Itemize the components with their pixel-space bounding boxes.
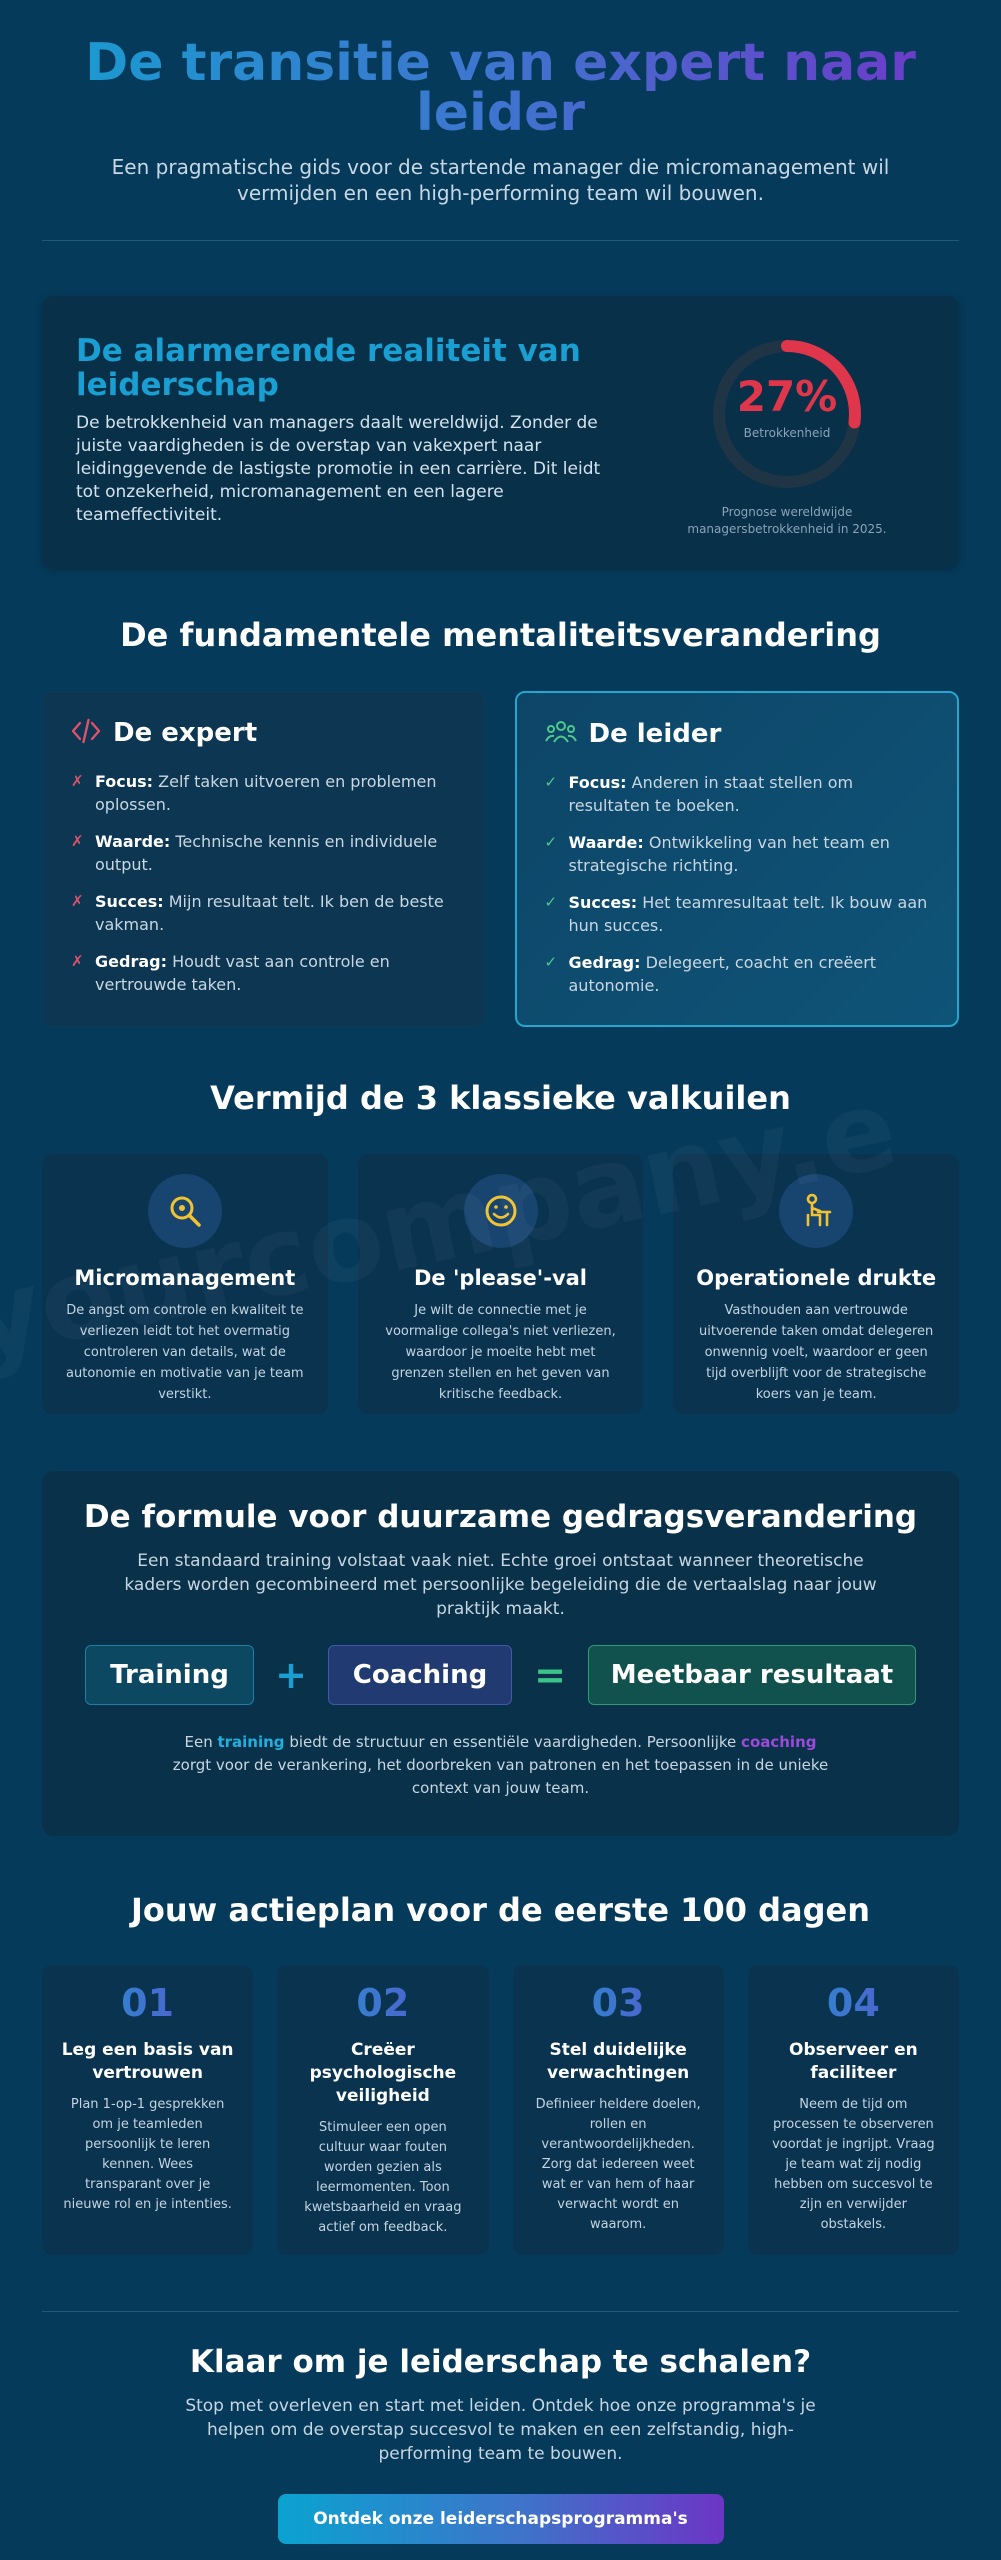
step-text: Plan 1-op-1 gesprekken om je teamleden persoonlijk te leren kennen. Wees transparant over je nieuwe rol en je intenties.: [63, 2097, 232, 2212]
step-title: Observeer en faciliteer: [789, 2040, 918, 2083]
list-item: ✓ Waarde: Ontwikkeling van het team en strategische richting.: [544, 833, 890, 875]
cross-icon: ✗: [71, 772, 84, 790]
check-icon: ✓: [544, 833, 558, 851]
highlight-coaching: coaching: [741, 1733, 817, 1751]
mindset-title: De fundamentele mentaliteitsverandering: [120, 616, 881, 654]
plus-sign: +: [275, 1653, 307, 1697]
reality-text: De betrokkenheid van managers daalt wereldwijd. Zonder de juiste vaardigheden is de overstap van vakexpert naar leidinggevende de lastigste promotie in een carrière. Dit leidt tot onzekerheid, micromanagement en een lagere teameffectiviteit.: [76, 413, 601, 525]
pitfall-title: Operationele drukte: [696, 1266, 937, 1290]
page-header: [0, 0, 1001, 206]
step-number: 04: [748, 1981, 959, 2025]
formula-subtitle: Een standaard training volstaat vaak niet. Echte groei ontstaat wanneer theoretische kaders worden gecombineerd met persoonlijke begeleiding die de vertaalslag naar jouw praktijk maakt.: [124, 1551, 877, 1619]
step-text: Neem de tijd om processen te observeren voordat je ingrijpt. Vraag je team wat zij nodig hebben om succesvol te zijn en verwijder obstakels.: [772, 2097, 935, 2232]
plan-step-card: [42, 1965, 253, 2255]
pitfall-card: [358, 1154, 644, 1414]
expert-list: [71, 770, 456, 996]
pitfall-card: [42, 1154, 328, 1414]
pitfalls-title: Vermijd de 3 klassieke valkuilen: [210, 1079, 791, 1117]
list-item: ✗ Gedrag: Houdt vast aan controle en vertrouwde taken.: [71, 952, 390, 994]
formula-title: De formule voor duurzame gedragsverandering: [83, 1499, 918, 1535]
pitfall-text: Je wilt de connectie met je voormalige collega's niet verliezen, waardoor je moeite hebt met grenzen stellen en het geven van kritische feedback.: [385, 1303, 616, 1402]
step-text: Definieer heldere doelen, rollen en verantwoordelijkheden. Zorg dat iedereen weet wat er van hem of haar verwacht wordt en waarom.: [535, 2097, 701, 2232]
cross-icon: ✗: [71, 892, 84, 910]
leader-list: [545, 771, 930, 997]
reality-card: [42, 296, 959, 568]
gauge-label: Betrokkenheid: [743, 426, 831, 440]
cta-button[interactable]: Ontdek onze leiderschapsprogramma's: [278, 2494, 724, 2544]
cta-title: Klaar om je leiderschap te schalen?: [189, 2344, 812, 2380]
step-title: Stel duidelijke verwachtingen: [547, 2040, 690, 2083]
expert-card: [42, 691, 485, 1027]
pitfall-title: Micromanagement: [74, 1266, 296, 1290]
plan-step-card: [277, 1965, 488, 2255]
gauge-caption: Prognose wereldwijde managersbetrokkenheid in 2025.: [687, 505, 887, 536]
plan-step-card: [513, 1965, 724, 2255]
step-title: Creëer psychologische veiligheid: [309, 2040, 457, 2106]
highlight-training: training: [217, 1733, 285, 1751]
page-title: De transitie van expert naar leider: [71, 38, 931, 138]
check-icon: ✓: [544, 893, 558, 911]
check-icon: ✓: [544, 773, 558, 791]
plan-step-card: [748, 1965, 959, 2255]
cross-icon: ✗: [71, 952, 84, 970]
plan-title: Jouw actieplan voor de eerste 100 dagen: [131, 1891, 870, 1929]
list-item: ✗ Waarde: Technische kennis en individuele output.: [71, 832, 438, 874]
gauge-value: 27%: [736, 372, 838, 421]
step-title: Leg een basis van vertrouwen: [61, 2040, 234, 2083]
coaching-box: Coaching: [328, 1645, 512, 1705]
plan-steps: [42, 1965, 959, 2255]
cta-text: Stop met overleven en start met leiden. Ontdek hoe onze programma's je helpen om de overstap succesvol te maken en een zelfstandig, high-performing team te bouwen.: [185, 2396, 816, 2464]
cta-section: [0, 2344, 1001, 2544]
check-icon: ✓: [544, 953, 558, 971]
team-icon: [545, 719, 577, 749]
formula-card: [42, 1471, 959, 1836]
desk-worker-icon: [779, 1174, 853, 1248]
formula-equation: [42, 1645, 959, 1705]
training-box: Training: [85, 1645, 254, 1705]
step-text: Stimuleer een open cultuur waar fouten worden gezien als leermomenten. Toon kwetsbaarheid en vraag actief om feedback.: [304, 2120, 462, 2235]
step-number: 01: [42, 1981, 253, 2025]
step-number: 02: [277, 1981, 488, 2025]
equals-sign: =: [534, 1653, 566, 1697]
smiley-icon: [464, 1174, 538, 1248]
pitfall-text: De angst om controle en kwaliteit te verliezen leidt tot het overmatig controleren van details, wat de autonomie en motivatie van je team verstikt.: [66, 1303, 304, 1402]
pitfall-title: De 'please'-val: [414, 1266, 588, 1290]
pitfall-text: Vasthouden aan vertrouwde uitvoerende taken omdat delegeren onwennig voelt, waardoor er geen tijd overblijft voor de strategische koers van je team.: [699, 1303, 934, 1402]
page-subtitle: Een pragmatische gids voor de startende manager die micromanagement wil vermijden en een high-performing team wil bouwen.: [111, 155, 890, 205]
expert-label: De expert: [113, 718, 258, 748]
magnifier-icon: [148, 1174, 222, 1248]
cross-icon: ✗: [71, 832, 84, 850]
result-box: Meetbaar resultaat: [588, 1645, 916, 1705]
reality-title: De alarmerende realiteit van leiderschap: [76, 333, 581, 403]
list-item: ✓ Gedrag: Delegeert, coacht en creëert autonomie.: [544, 953, 877, 995]
leader-card: [515, 691, 960, 1027]
list-item: ✗ Succes: Mijn resultaat telt. Ik ben de beste vakman.: [71, 892, 444, 934]
mindset-comparison: [42, 691, 959, 1027]
divider: [42, 240, 959, 241]
engagement-gauge: [707, 334, 867, 494]
pitfalls-row: [42, 1154, 959, 1414]
list-item: ✓ Focus: Anderen in staat stellen om resultaten te boeken.: [544, 773, 854, 815]
pitfall-card: [673, 1154, 959, 1414]
step-number: 03: [513, 1981, 724, 2025]
list-item: ✗ Focus: Zelf taken uitvoeren en problemen oplossen.: [71, 772, 437, 814]
formula-note: Een training biedt de structuur en essentiële vaardigheden. Persoonlijke coaching zorgt voor de verankering, het doorbreken van patronen en het toepassen in de unieke context van jouw team.: [172, 1733, 829, 1797]
leader-label: De leider: [588, 719, 722, 749]
code-icon: [71, 718, 101, 748]
divider: [42, 2311, 959, 2312]
list-item: ✓ Succes: Het teamresultaat telt. Ik bouw aan hun succes.: [544, 893, 928, 935]
